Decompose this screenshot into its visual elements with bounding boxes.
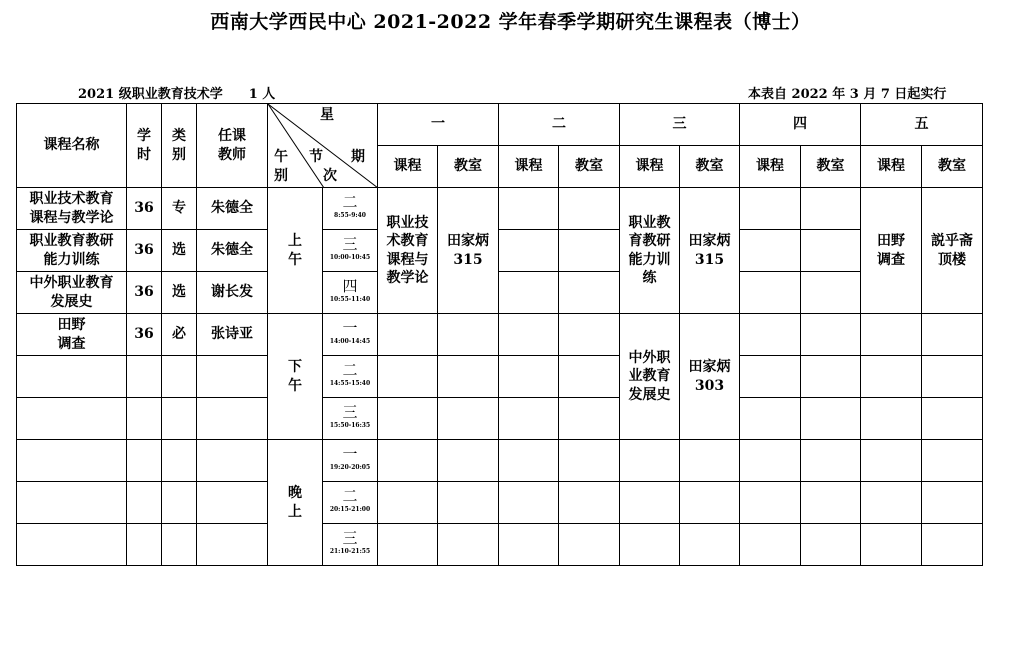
empty-cell (680, 524, 740, 566)
mon-morning-course (378, 188, 438, 314)
sub-header-room: 教室 (438, 146, 499, 188)
empty-cell (438, 440, 499, 482)
empty-cell (861, 398, 922, 440)
fri-morning-room-text: 説乎斋 顶楼 (931, 233, 973, 268)
slot-number: 三 (342, 234, 358, 253)
wed-afternoon-room (680, 314, 740, 440)
empty-cell (378, 398, 438, 440)
empty-cell (559, 482, 620, 524)
empty-cell (740, 356, 801, 398)
empty-cell (197, 356, 268, 398)
empty-cell (197, 398, 268, 440)
empty-cell (499, 356, 559, 398)
empty-cell (740, 524, 801, 566)
sub-header-course: 课程 (620, 146, 680, 188)
period-morning-text: 上 午 (288, 233, 302, 268)
header-teacher-text: 任课 教师 (218, 128, 246, 163)
sub-header-room: 教室 (801, 146, 861, 188)
course-name-cell (17, 272, 127, 314)
empty-cell (861, 482, 922, 524)
slot-cell (323, 398, 378, 440)
sub-header-room: 教室 (559, 146, 620, 188)
course-name: 职业教育教研 能力训练 (29, 233, 114, 268)
empty-cell (740, 482, 801, 524)
empty-cell (378, 314, 438, 356)
slot-time: 21:10-21:55 (329, 548, 371, 556)
course-teacher: 朱德全 (197, 188, 268, 230)
empty-cell (378, 356, 438, 398)
period-afternoon (268, 314, 323, 440)
course-name: 职业技术教育 课程与教学论 (29, 191, 114, 226)
empty-cell (922, 524, 983, 566)
empty-cell (922, 356, 983, 398)
sub-header-course: 课程 (740, 146, 801, 188)
empty-cell (378, 482, 438, 524)
empty-cell (620, 482, 680, 524)
diag-period-label: 期 (351, 149, 365, 165)
empty-cell (162, 482, 197, 524)
wed-morning-course (620, 188, 680, 314)
empty-cell (801, 314, 861, 356)
empty-cell (197, 524, 268, 566)
slot-time: 14:00-14:45 (329, 338, 371, 346)
slot-time: 19:20-20:05 (329, 464, 371, 472)
empty-cell (801, 440, 861, 482)
course-type: 选 (162, 272, 197, 314)
slot-cell (323, 188, 378, 230)
empty-cell (861, 440, 922, 482)
period-evening (268, 440, 323, 566)
empty-cell (17, 524, 127, 566)
empty-cell (801, 524, 861, 566)
header-type-text: 类 别 (172, 128, 186, 163)
slot-number: 三 (342, 528, 358, 547)
day-header-fri: 五 (861, 104, 983, 146)
empty-cell (197, 482, 268, 524)
slot-cell (323, 524, 378, 566)
day-header-tue: 二 (499, 104, 620, 146)
slot-cell (323, 440, 378, 482)
empty-cell (861, 356, 922, 398)
empty-cell (197, 440, 268, 482)
slot-number: 三 (342, 402, 358, 421)
empty-cell (499, 524, 559, 566)
sub-header-course: 课程 (499, 146, 559, 188)
diagonal-header (268, 104, 378, 188)
empty-cell (801, 356, 861, 398)
empty-cell (620, 440, 680, 482)
empty-cell (801, 188, 861, 230)
empty-cell (559, 356, 620, 398)
course-type: 必 (162, 314, 197, 356)
empty-cell (559, 440, 620, 482)
header-type (162, 104, 197, 188)
course-name-cell (17, 230, 127, 272)
diag-wu-label: 午 (274, 149, 288, 165)
diag-ci-label: 次 (323, 168, 337, 184)
empty-cell (559, 524, 620, 566)
day-header-thu: 四 (740, 104, 861, 146)
sub-header-course: 课程 (378, 146, 438, 188)
empty-cell (620, 524, 680, 566)
header-hours (127, 104, 162, 188)
diag-week-label: 星 (320, 107, 334, 123)
empty-cell (438, 398, 499, 440)
empty-cell (499, 272, 559, 314)
diag-bie-label: 别 (274, 168, 288, 184)
empty-cell (740, 440, 801, 482)
empty-cell (740, 314, 801, 356)
course-name: 田野 调查 (57, 317, 86, 352)
slot-number: 一 (342, 318, 358, 337)
wed-morning-room (680, 188, 740, 314)
empty-cell (499, 398, 559, 440)
empty-cell (127, 482, 162, 524)
course-type: 专 (162, 188, 197, 230)
course-name: 中外职业教育 发展史 (29, 275, 114, 310)
header-teacher (197, 104, 268, 188)
mon-morning-room-text: 田家炳 315 (447, 233, 489, 268)
course-teacher: 朱德全 (197, 230, 268, 272)
header-hours-text: 学 时 (137, 128, 151, 163)
empty-cell (680, 482, 740, 524)
empty-cell (922, 440, 983, 482)
empty-cell (499, 314, 559, 356)
empty-cell (17, 356, 127, 398)
slot-cell (323, 482, 378, 524)
empty-cell (17, 440, 127, 482)
empty-cell (438, 482, 499, 524)
empty-cell (922, 482, 983, 524)
slot-number: 二 (342, 192, 358, 211)
empty-cell (559, 188, 620, 230)
empty-cell (438, 356, 499, 398)
slot-cell (323, 230, 378, 272)
course-hours: 36 (127, 188, 162, 230)
empty-cell (740, 398, 801, 440)
empty-cell (499, 440, 559, 482)
empty-cell (740, 188, 801, 230)
header-course-name: 课程名称 (17, 104, 127, 188)
class-info: 2021 级职业教育技术学 1 人 (78, 87, 276, 102)
empty-cell (861, 524, 922, 566)
empty-cell (127, 356, 162, 398)
course-name-cell (17, 314, 127, 356)
slot-time: 8:55-9:40 (334, 212, 366, 220)
sub-header-room: 教室 (680, 146, 740, 188)
empty-cell (680, 440, 740, 482)
slot-cell (323, 314, 378, 356)
empty-cell (499, 230, 559, 272)
empty-cell (127, 524, 162, 566)
course-type: 选 (162, 230, 197, 272)
slot-number: 四 (342, 276, 358, 295)
empty-cell (378, 524, 438, 566)
empty-cell (127, 398, 162, 440)
slot-time: 10:00-10:45 (329, 254, 371, 262)
slot-number: 二 (342, 486, 358, 505)
fri-morning-room (922, 188, 983, 314)
slot-number: 一 (342, 444, 358, 463)
period-afternoon-text: 下 午 (288, 359, 302, 394)
effective-date: 本表自 2022 年 3 月 7 日起实行 (748, 87, 947, 102)
empty-cell (127, 440, 162, 482)
empty-cell (438, 524, 499, 566)
period-morning (268, 188, 323, 314)
wed-morning-room-text: 田家炳 315 (688, 233, 731, 268)
empty-cell (17, 398, 127, 440)
schedule-table (16, 103, 983, 566)
wed-afternoon-course (620, 314, 680, 440)
mon-morning-room (438, 188, 499, 314)
empty-cell (499, 482, 559, 524)
empty-cell (861, 314, 922, 356)
empty-cell (801, 272, 861, 314)
empty-cell (559, 230, 620, 272)
empty-cell (162, 398, 197, 440)
empty-cell (162, 356, 197, 398)
empty-cell (740, 272, 801, 314)
course-hours: 36 (127, 314, 162, 356)
empty-cell (162, 440, 197, 482)
slot-cell (323, 356, 378, 398)
wed-afternoon-room-text: 田家炳 303 (688, 359, 731, 394)
empty-cell (922, 314, 983, 356)
course-teacher: 张诗亚 (197, 314, 268, 356)
empty-cell (740, 230, 801, 272)
slot-time: 20:15-21:00 (329, 506, 371, 514)
empty-cell (801, 230, 861, 272)
slot-time: 10:55-11:40 (329, 296, 371, 304)
page-title: 西南大学西民中心 2021-2022 学年春季学期研究生课程表（博士） (210, 11, 811, 33)
course-hours: 36 (127, 272, 162, 314)
slot-cell (323, 272, 378, 314)
slot-time: 15:50-16:35 (329, 422, 371, 430)
day-header-wed: 三 (620, 104, 740, 146)
empty-cell (378, 440, 438, 482)
empty-cell (162, 524, 197, 566)
slot-time: 14:55-15:40 (329, 380, 371, 388)
course-hours: 36 (127, 230, 162, 272)
wed-morning-course-text: 职业教 育教研 能力训 练 (628, 215, 671, 286)
period-evening-text: 晚 上 (288, 485, 302, 520)
sub-header-course: 课程 (861, 146, 922, 188)
diag-jie-label: 节 (309, 149, 323, 165)
sub-header-room: 教室 (922, 146, 983, 188)
slot-number: 二 (342, 360, 358, 379)
empty-cell (438, 314, 499, 356)
day-header-mon: 一 (378, 104, 499, 146)
empty-cell (801, 482, 861, 524)
empty-cell (801, 398, 861, 440)
empty-cell (559, 272, 620, 314)
course-teacher: 谢长发 (197, 272, 268, 314)
empty-cell (17, 482, 127, 524)
empty-cell (559, 398, 620, 440)
empty-cell (922, 398, 983, 440)
mon-morning-course-text: 职业技 术教育 课程与 教学论 (386, 215, 429, 286)
fri-morning-course-text: 田野 调查 (877, 233, 905, 268)
fri-morning-course (861, 188, 922, 314)
empty-cell (499, 188, 559, 230)
course-name-cell (17, 188, 127, 230)
empty-cell (559, 314, 620, 356)
wed-afternoon-course-text: 中外职 业教育 发展史 (628, 350, 671, 403)
